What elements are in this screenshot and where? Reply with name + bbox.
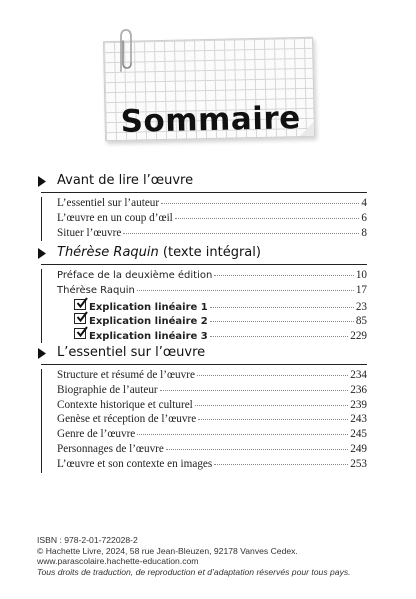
toc-subentry[interactable] bbox=[57, 299, 367, 314]
dot-leader bbox=[137, 290, 354, 291]
section-avant-de-lire bbox=[41, 171, 367, 241]
section-title: Avant de lire l’œuvre bbox=[57, 173, 194, 188]
toc-label: Explication linéaire 2 bbox=[89, 316, 208, 328]
toc-label: Contexte historique et culturel bbox=[57, 398, 193, 411]
copyright-line: © Hachette Livre, 2024, 58 rue Jean-Bleuzen, 92178 Vanves Cedex. bbox=[37, 545, 298, 556]
toc-list bbox=[41, 269, 367, 343]
dot-leader bbox=[198, 419, 348, 420]
section-title: L’essentiel sur l’œuvre bbox=[57, 345, 206, 360]
isbn-line: ISBN : 978-2-01-722028-2 bbox=[37, 535, 138, 545]
dot-leader bbox=[214, 464, 348, 465]
triangle-bullet-icon bbox=[38, 248, 46, 259]
section-divider bbox=[41, 264, 367, 265]
dot-leader bbox=[210, 321, 354, 322]
toc-page: 249 bbox=[350, 442, 367, 455]
section-title-italic: Thérèse Raquin bbox=[57, 245, 159, 260]
toc-subentry[interactable] bbox=[57, 313, 367, 328]
toc-page: 253 bbox=[350, 457, 367, 470]
dot-leader bbox=[195, 405, 348, 406]
toc-label: L’œuvre en un coup d’œil bbox=[57, 211, 173, 224]
toc-list bbox=[41, 369, 367, 473]
toc-entry[interactable] bbox=[57, 269, 367, 284]
toc-page: 6 bbox=[361, 211, 367, 224]
dot-leader bbox=[214, 275, 353, 276]
toc-label: Genre de l’œuvre bbox=[57, 428, 136, 441]
section-heading bbox=[41, 343, 367, 363]
toc-entry[interactable] bbox=[57, 443, 367, 458]
toc-entry[interactable] bbox=[57, 284, 367, 299]
toc-page: 8 bbox=[361, 226, 367, 239]
toc-label: Personnages de l’œuvre bbox=[57, 442, 164, 455]
section-divider bbox=[41, 364, 367, 365]
toc-entry[interactable] bbox=[57, 384, 367, 399]
toc-entry[interactable] bbox=[57, 212, 367, 227]
toc-page: 10 bbox=[355, 269, 367, 281]
toc-entry[interactable] bbox=[57, 413, 367, 428]
toc-label: Situer l’œuvre bbox=[57, 226, 122, 239]
toc-page: 4 bbox=[361, 197, 367, 209]
section-divider bbox=[41, 192, 367, 193]
rights-line: Tous droits de traduction, de reproduction et d’adaptation réservés pour tous pays. bbox=[37, 566, 351, 577]
section-heading bbox=[41, 243, 367, 263]
toc-label: Genèse et réception de l’œuvre bbox=[57, 413, 197, 426]
page-title: Sommaire bbox=[120, 100, 302, 140]
section-essentiel-oeuvre bbox=[41, 343, 367, 473]
toc-page: 243 bbox=[350, 413, 367, 426]
dot-leader bbox=[166, 449, 348, 450]
triangle-bullet-icon bbox=[38, 348, 46, 359]
toc-page: 245 bbox=[350, 428, 367, 441]
section-heading bbox=[41, 171, 367, 191]
toc-entry[interactable] bbox=[57, 399, 367, 414]
toc-entry[interactable] bbox=[57, 458, 367, 473]
toc-label: L’œuvre et son contexte en images bbox=[57, 457, 213, 470]
toc-label: Biographie de l’auteur bbox=[57, 383, 158, 396]
dot-leader bbox=[123, 233, 359, 234]
section-therese-raquin bbox=[41, 243, 367, 343]
website-link[interactable]: www.parascolaire.hachette-education.com bbox=[37, 556, 199, 567]
toc-page: 229 bbox=[350, 330, 367, 343]
dot-leader bbox=[137, 434, 348, 435]
toc-page: 234 bbox=[350, 369, 367, 381]
sommaire-card bbox=[104, 27, 318, 147]
toc-label: Explication linéaire 1 bbox=[89, 301, 208, 313]
dot-leader bbox=[161, 203, 359, 204]
toc-list bbox=[41, 197, 367, 241]
toc-label: Structure et résumé de l’œuvre bbox=[57, 369, 195, 381]
dot-leader bbox=[160, 390, 349, 391]
toc-page: 236 bbox=[350, 383, 367, 396]
toc-page: 17 bbox=[355, 283, 367, 296]
dot-leader bbox=[175, 218, 360, 219]
toc-page: 239 bbox=[350, 398, 367, 411]
toc-label: Préface de la deuxième édition bbox=[57, 270, 213, 281]
toc-entry[interactable] bbox=[57, 227, 367, 242]
paperclip-icon bbox=[114, 27, 136, 73]
toc-label: L’essentiel sur l’auteur bbox=[57, 197, 160, 209]
toc-label: Thérèse Raquin bbox=[57, 284, 135, 296]
dot-leader bbox=[210, 307, 354, 308]
toc-subentry[interactable] bbox=[57, 328, 367, 343]
checkbox-checked-icon bbox=[74, 299, 86, 310]
checkbox-checked-icon bbox=[74, 313, 86, 324]
toc-page: 85 bbox=[355, 315, 367, 328]
dot-leader bbox=[210, 336, 348, 337]
dot-leader bbox=[197, 375, 348, 376]
toc-entry[interactable] bbox=[57, 197, 367, 212]
triangle-bullet-icon bbox=[38, 176, 46, 187]
legal-footer bbox=[37, 535, 397, 577]
toc-label: Explication linéaire 3 bbox=[89, 331, 208, 343]
checkbox-checked-icon bbox=[74, 328, 86, 339]
toc-entry[interactable] bbox=[57, 369, 367, 384]
toc-page: 23 bbox=[355, 300, 367, 313]
toc-entry[interactable] bbox=[57, 428, 367, 443]
section-title-rest: (texte intégral) bbox=[158, 245, 261, 260]
